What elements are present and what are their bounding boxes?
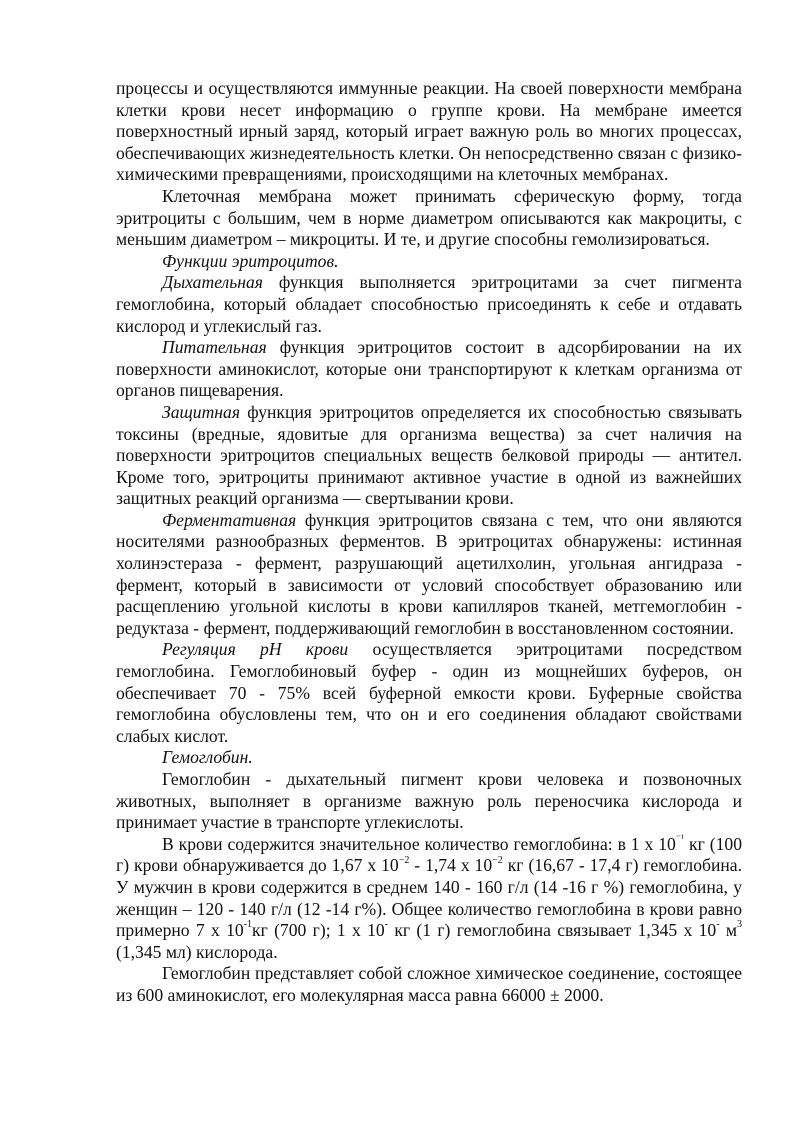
heading-hemoglobin: Гемоглобин.: [162, 747, 253, 768]
paragraph-hemoglobin-content: В крови содержится значительное количество гемоглобина: в 1 х $10^{^{-1}}$ кг (100 г) крови обнаруживается до 1,67 х $10^{-2} - 1,74$ х $10^{-2}$ кг (16,67 - 17,4 г) гемоглобина. У мужчин в крови содержится в среднем 140 - 160 г/л (14 -16 г %) гемоглобина, у женщин – 120 - 140 г/л (12 -14 г%). Общее количество гемоглобина в крови равно примерно 7 х $10^{-1}кг$ (700 г); 1 х 10- кг (1 г) гемоглобина связывает 1,345 х 10- $м^3$ (1,345 мл) кислорода.: [116, 832, 742, 962]
paragraph-hemoglobin-definition: Гемоглобин - дыхательный пигмент крови человека и позвоночных животных, выполняет в организме важную роль переносчика кислорода и принимает участие в транспорте углекислоты.: [116, 769, 742, 833]
paragraph-membrane: процессы и осуществляются иммунные реакции. На своей поверхности мембрана клетки крови несет информацию о группе крови. На мембране имеется поверхностный ирный заряд, который играет важную роль во многих процессах, обеспечивающих жизнедеятельность клетки. Он непосредственно связан с физико-химическими превращениями, происходящими на клеточных мембранах.: [116, 78, 742, 185]
paragraph-enzymatic-function: Ферментативная функция эритроцитов связана с тем, что они являются носителями разнообразных ферментов. В эритроцитах обнаружены: истинная холинэстераза - фермент, разрушающий ацетилхолин, угольная ангидраза - фермент, который в зависимости от условий способствует образованию или расщеплению угольной кислоты в крови капилляров тканей, метгемоглобин - редуктаза - фермент, поддерживающий гемоглобин в восстановленном состоянии.: [116, 509, 742, 638]
paragraph-hemoglobin-structure: Гемоглобин представляет собой сложное химическое соединение, состоящее из 600 аминокислот, его молекулярная масса равна 66000 ± 2000.: [116, 963, 742, 1005]
paragraph-respiratory-function: Дыхательная функция выполняется эритроцитами за счет пигмента гемоглобина, который обладает способностью присоединять к себе и отдавать кислород и углекислый газ.: [116, 272, 742, 336]
paragraph-protective-function: Защитная функция эритроцитов определяется их способностью связывать токсины (вредные, ядовитые для организма вещества) за счет наличия на поверхности эритроцитов специальных веществ белковой природы — антител. Кроме того, эритроциты принимают активное участие в одной из важнейших защитных реакций организма — свертывании крови.: [116, 401, 742, 509]
heading-erythrocyte-functions: Функции эритроцитов.: [162, 250, 339, 271]
paragraph-ph-regulation: Регуляция рН крови осуществляется эритроцитами посредством гемоглобина. Гемоглобиновый буфер - один из мощнейших буферов, он обеспечивает 70 - 75% всей буферной емкости крови. Буферные свойства гемоглобина обусловлены тем, что он и его соединения обладают свойствами слабых кислот.: [116, 639, 742, 746]
paragraph-cell-shape: Клеточная мембрана может принимать сферическую форму, тогда эритроциты с большим, чем в норме диаметром описываются как макроциты, с меньшим диаметром – микроциты. И те, и другие способны гемолизироваться.: [116, 185, 742, 250]
paragraph-nutritional-function: Питательная функция эритроцитов состоит в адсорбировании на их поверхности аминокислот, которые они транспортируют к клеткам организма от органов пищеварения.: [116, 337, 742, 401]
document-page: [116, 78, 742, 1007]
